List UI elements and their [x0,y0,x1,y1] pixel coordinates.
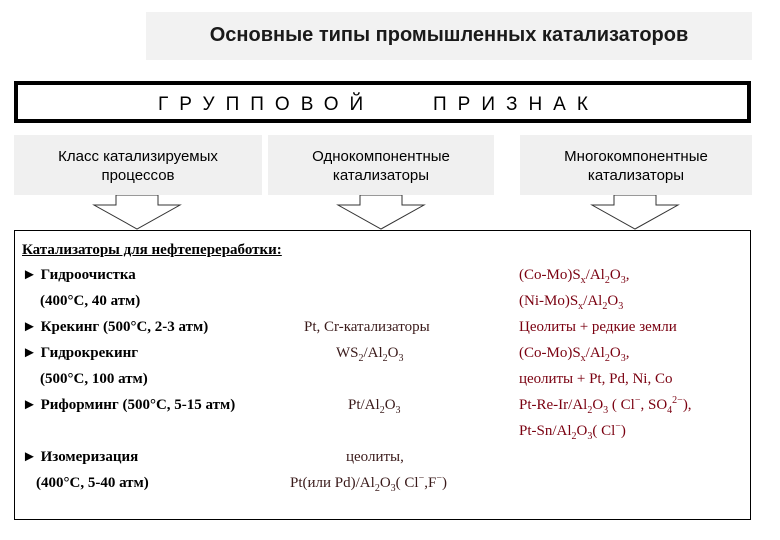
formula-part: ( Cl [592,423,616,439]
down-arrow-icon [590,195,680,231]
single-catalyst-cracking: Pt, Cr-катализаторы [304,319,430,335]
formula-sub: 3 [587,431,593,442]
formula-sup: − [436,473,442,484]
formula-sub: 3 [395,405,401,416]
formula-part: (Co-Mo)S [519,267,581,283]
formula-part: ) [441,475,447,491]
formula-part: , SO [640,397,668,413]
single-catalyst-hydrocracking [336,345,404,362]
formula-part: /Al [585,267,605,283]
multi-catalyst-line [519,423,626,440]
formula-sup: − [634,395,641,406]
formula-part: O [592,397,604,413]
formula-part: O [576,423,588,439]
header-word-2: ПРИЗНАК [433,94,599,115]
formula-sub: 2 [602,301,608,312]
formula-part: O [609,345,621,361]
multi-catalyst-line [519,397,692,414]
bullet-icon: ► [22,319,37,335]
formula-sub: 2 [358,353,364,364]
formula-part: Pt/Al [348,397,380,413]
header-word-1: ГРУППОВОЙ [158,94,375,115]
single-catalyst-isomerization-2 [290,475,447,492]
formula-sub: 2 [587,405,593,416]
formula-part: /Al [585,345,605,361]
down-arrow-icon [336,195,426,231]
formula-sub: 3 [398,353,404,364]
formula-part: WS [336,345,359,361]
formula-part: , [625,345,630,361]
process-hydrocracking [22,345,138,362]
category-line: катализаторы [587,167,685,184]
formula-part: Pt-Re-Ir/Al [519,397,588,413]
formula-part: ,F [424,475,437,491]
process-isomerization [22,449,138,466]
formula-part: O [607,293,619,309]
formula-sub: x [580,353,586,364]
formula-sub: 2 [382,353,388,364]
category-line: процессов [101,167,175,184]
single-catalyst-reforming [348,397,401,414]
formula-part: Pt(или Pd)/Al [290,475,375,491]
formula-part: /Al [583,293,603,309]
formula-sub: 3 [620,275,626,286]
formula-sub: 3 [620,353,626,364]
formula-sub: 2 [571,431,577,442]
formula-sub: 3 [603,405,609,416]
formula-sub: 2 [604,353,610,364]
page-title: Основные типы промышленных катализаторов [209,24,689,46]
formula-sub: 3 [390,483,396,494]
formula-part: , [625,267,630,283]
category-process-class [14,135,262,195]
formula-part: O [387,345,399,361]
formula-sub: 2 [604,275,610,286]
category-line: Однокомпонентные [312,148,450,165]
formula-part: (Co-Mo)S [519,345,581,361]
formula-sub: 2 [374,483,380,494]
bullet-icon: ► [22,267,37,283]
category-line: катализаторы [332,167,430,184]
formula-part: /Al [363,345,383,361]
process-conditions: (400°C, 5-40 атм) [36,475,149,491]
bullet-icon: ► [22,449,37,465]
formula-part: (Ni-Mo)S [519,293,579,309]
formula-part: ), [682,397,692,413]
category-single-component [268,135,494,195]
process-reforming [22,397,235,414]
formula-part: ) [620,423,626,439]
refining-heading: Катализаторы для нефтепереработки: [22,242,282,258]
formula-sub: x [580,275,586,286]
formula-sup: − [615,421,621,432]
single-catalyst-isomerization: цеолиты, [346,449,404,465]
formula-sub: 2 [379,405,385,416]
process-cracking [22,319,208,336]
multi-catalyst-line [519,267,629,284]
process-label: Изомеризация [40,449,139,465]
process-hydrotreating [22,267,136,284]
formula-part: O [609,267,621,283]
process-label: Гидроочистка [40,267,136,283]
formula-part: O [379,475,391,491]
process-label: Риформинг (500°C, 5-15 атм) [40,397,236,413]
multi-catalyst-line: Цеолиты + редкие земли [519,319,677,335]
formula-part: O [384,397,396,413]
formula-sup: 2− [672,395,683,406]
down-arrow-icon [92,195,182,231]
grouping-criterion-box [14,81,751,123]
formula-sub: 4 [667,405,673,416]
category-line: Класс катализируемых [58,148,218,165]
process-label: Крекинг (500°C, 2-3 атм) [40,319,209,335]
formula-sup: − [418,473,425,484]
formula-sub: x [578,301,584,312]
formula-part: ( Cl [395,475,419,491]
bullet-icon: ► [22,345,37,361]
title-banner [146,12,752,60]
category-multi-component [520,135,752,195]
category-line: Многокомпонентные [564,148,708,165]
multi-catalyst-line [519,345,629,362]
formula-sub: 3 [618,301,624,312]
formula-part: Pt-Sn/Al [519,423,572,439]
bullet-icon: ► [22,397,37,413]
process-conditions: (400°C, 40 атм) [40,293,141,309]
multi-catalyst-line: цеолиты + Pt, Pd, Ni, Co [519,371,673,387]
process-label: Гидрокрекинг [40,345,139,361]
process-conditions: (500°C, 100 атм) [40,371,148,387]
multi-catalyst-line [519,293,623,310]
formula-part: ( Cl [608,397,635,413]
